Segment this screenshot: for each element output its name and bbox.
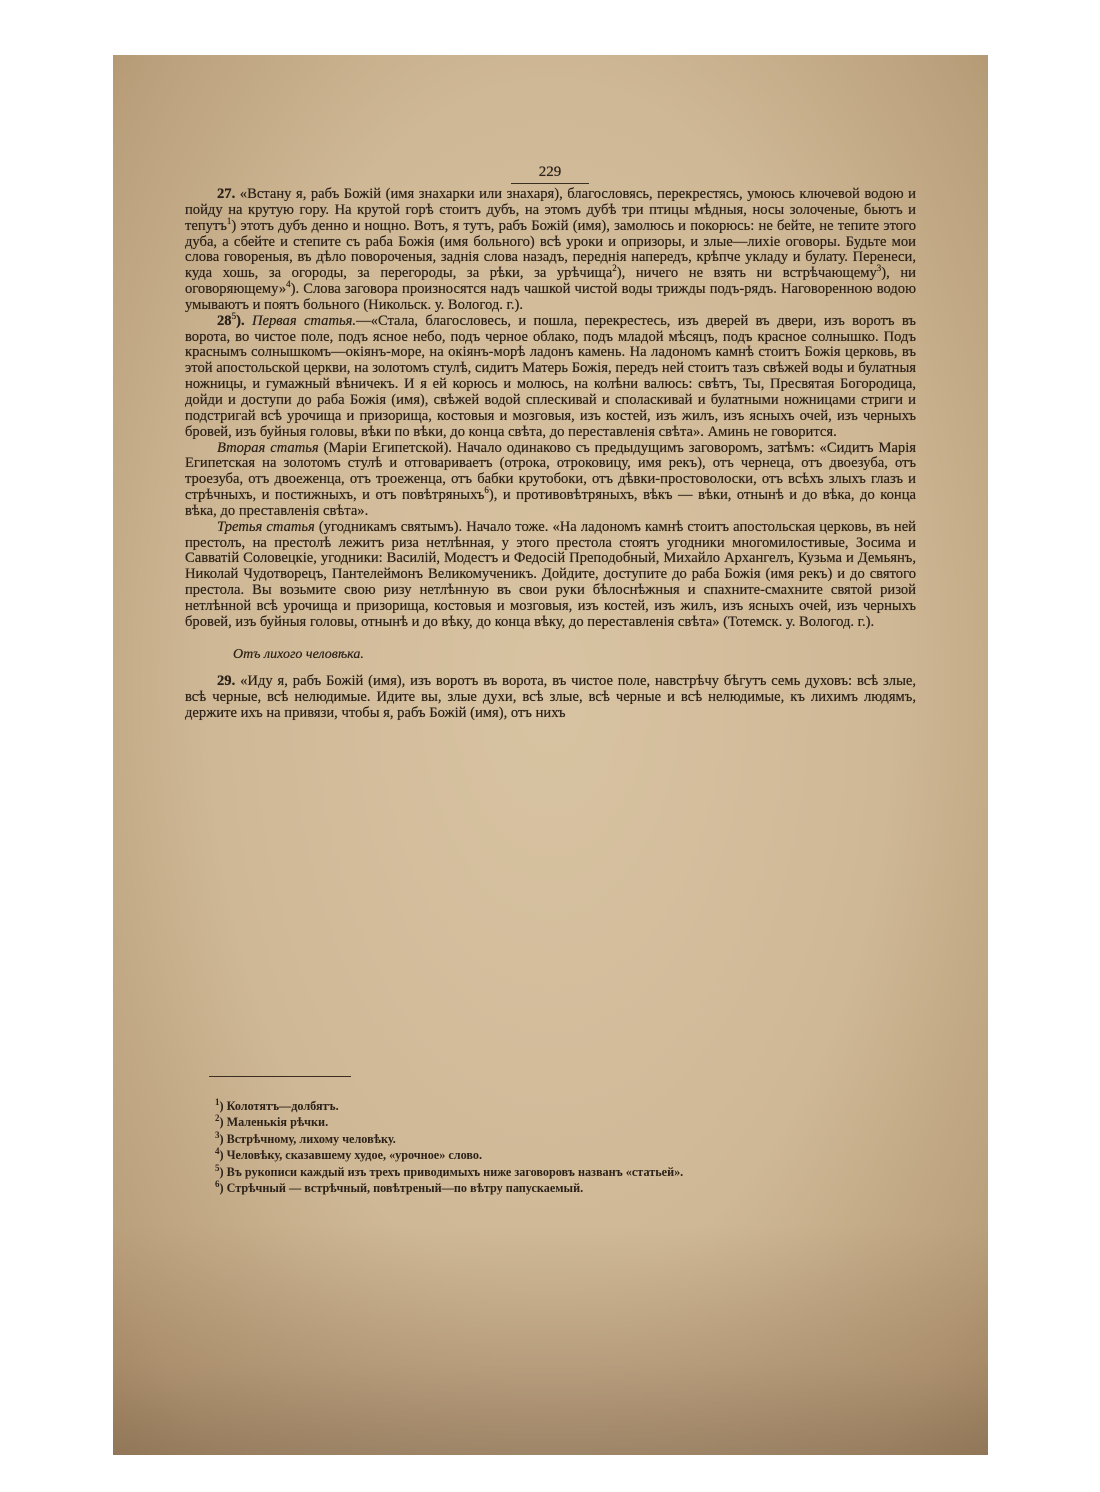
footnote-ref: 2	[612, 263, 617, 274]
article-title: Вторая статья	[217, 439, 319, 456]
paragraph-text: ), и противовѣтряныхъ, вѣкъ — вѣки, отнынѣ и до вѣка, до конца вѣка, до преставленія свѣта».	[185, 487, 916, 519]
entry-number: 27.	[217, 186, 236, 202]
article-title: Первая статья.	[251, 312, 357, 329]
footnote-5	[195, 1164, 911, 1180]
footnote-ref: 3	[876, 263, 882, 274]
section-heading: Отъ лихого человѣка.	[233, 646, 364, 662]
paragraph-text: (угодникамъ святымъ). Начало тоже. «На ладономъ камнѣ стоитъ апостольская церковь, въ ней престолъ, на престолѣ лежитъ риза нетлѣнная, у этого престола стоятъ угодники многомилостивые, Зосима и Савватій Соловецкіе, угодники: Василій, Модестъ и Федосій Преподобный, Михайло Архангелъ, Кузьма и Демьянъ, Николай Чудотворецъ, Пантелеймонъ Великомученикъ. Дойдите, доступите до раба Божія (имя рекъ) и до святого престола. Вы возьмите свою ризу нетлѣнную въ свои руки бѣлоснѣжныя и спахните-смахните святой ризой нетлѣнной всѣ урочища и призорища, костовыя и мозговыя, изъ костей, изъ жилъ, изъ ясныхъ очей, изъ черныхъ бровей, изъ буйныя головы, отнынѣ и до вѣку, до конца вѣку, до переставленія свѣта» (Тотемск. у. Вологод. г.).	[185, 518, 916, 630]
footnote-3	[195, 1131, 911, 1147]
paragraph-29	[185, 674, 916, 722]
entry-number-suffix: ).	[236, 312, 245, 329]
footnote-1	[195, 1098, 911, 1114]
entry-number: 29.	[217, 673, 236, 690]
paragraph-text: —«Стала, благословесь, и пошла, перекрестесь, изъ дверей въ двери, изъ воротъ въ ворота, во чистое поле, подъ ясное небо, подъ черное облако, подъ младой мѣсяцъ, подъ красное солнышко. Подъ краснымъ солнышкомъ—окіянъ-море, на окіянъ-морѣ ладонъ камень. На ладономъ камнѣ стоитъ Божія церковь, въ этой апостольской церкви, на золотомъ стулѣ, сидитъ Матерь Божія, передъ ней стоитъ тазъ свѣжей воды и булатныя ножницы, и гумажный вѣничекъ. И я ей корюсь и молюсь, на колѣни валюсь: свѣтъ, Ты, Пресвятая Богородица, дойди и доступи до раба Божія (имя), свѣжей водой сплескивай и споласкивай и булатными ножницами стриги и подстригай всѣ урочища и призорища, костовыя и мозговыя, изъ костей, изъ жилъ, изъ ясныхъ очей, изъ черныхъ бровей, изъ буйныя головы, вѣки по вѣки, до конца свѣта, до переставленія свѣта». Аминь не говорится.	[185, 312, 916, 440]
footnote-mark: 6	[215, 1178, 220, 1189]
footnote-text: ) Человѣку, сказавшему худое, «урочное» слово.	[219, 1148, 483, 1163]
paragraph-text: ), ни оговоряющему»	[185, 265, 916, 298]
paragraph-text: ) этотъ дубъ денно и нощно. Вотъ, я тутъ, рабъ Божій (имя), замолюсь и покорюсь: не бейте, не тепите этого дуба, а сбейте и степите съ раба Божія (имя больного) всѣ уроки и опризоры, и злые—лихіе оговоры. Будьте мои слова говореныя, въ дѣло повороченыя, заднія слова назадъ, переднія напередъ, крѣпче укладу и булату. Перенеси, куда хошь, за огороды, за перегороды, за рѣки, за урѣчища	[185, 217, 916, 282]
paragraph-text: «Встану я, рабъ Божій (имя знахарки или знахаря), благословясь, перекрестясь, умоюсь ключевой водою и пойду на крутую гору. На крутой горѣ стоитъ дубъ, на этомъ дубѣ три птицы мѣдныя, носы золоченые, бьютъ и тепутъ	[185, 186, 916, 234]
paragraph-second-article	[185, 441, 916, 520]
scanned-page	[113, 55, 988, 1455]
footnote-text: ) Въ рукописи каждый изъ трехъ приводимыхъ ниже заговоровъ названъ «статьей».	[219, 1164, 684, 1179]
paragraph-text: (Маріи Египетской). Начало одинаково съ предыдущимъ заговоромъ, затѣмъ: «Сидитъ Марія Египетская на золотомъ стулѣ и отговариваетъ (отрока, отроковицу, имя рекъ), отъ чернеца, отъ двоезуба, отъ троезуба, отъ двоеженца, отъ троеженца, отъ бабки крутобоки, отъ дѣвки-простоволоски, отъ всѣхъ злыхъ глазъ и стрѣчныхъ, и постижныхъ, и отъ повѣтряныхъ	[185, 439, 916, 504]
footnote-mark: 4	[215, 1146, 220, 1157]
footnote-mark: 2	[215, 1113, 220, 1124]
footnote-ref: 5	[231, 310, 237, 321]
paragraph-third-article	[185, 520, 916, 631]
footnote-2	[195, 1114, 911, 1130]
paragraph-text: «Иду я, рабъ Божій (имя), изъ воротъ въ ворота, въ чистое поле, навстрѣчу бѣгутъ семь духовъ: всѣ злые, всѣ черные, всѣ нелюдимые. Идите вы, злые духи, всѣ злые, всѣ черные и всѣ нелюдимые, къ лихимъ людямъ, держите ихъ на привязи, чтобы я, рабъ Божій (имя), отъ нихъ	[185, 673, 916, 722]
footnote-text: ) Колотятъ—долбятъ.	[219, 1099, 339, 1113]
footnote-ref: 4	[286, 279, 291, 290]
footnote-mark: 3	[215, 1129, 220, 1140]
footnotes	[195, 1098, 911, 1196]
footnote-4	[195, 1147, 911, 1163]
footnote-text: ) Стрѣчный — встрѣчный, повѣтреный—по вѣтру папускаемый.	[219, 1181, 584, 1196]
paragraph-27	[185, 187, 916, 314]
footnote-mark: 5	[215, 1162, 220, 1173]
page-number-rule	[511, 183, 589, 184]
footnote-6	[195, 1180, 911, 1196]
paragraph-text: ), ничего не взять ни встрѣчающему	[616, 265, 877, 282]
paragraph-text: ). Слова заговора произносятся надъ чашкой чистой воды трижды подъ-рядъ. Наговоренною водою умываютъ и поятъ больного (Никольск. у. Вологод. г.).	[185, 281, 916, 313]
footnote-text: ) Встрѣчному, лихому человѣку.	[219, 1131, 396, 1146]
footnote-text: ) Маленькія рѣчки.	[219, 1115, 329, 1130]
paragraph-28	[185, 310, 916, 441]
footnote-mark: 1	[215, 1096, 220, 1107]
footnote-ref: 1	[226, 215, 232, 226]
article-title: Третья статья	[217, 518, 315, 535]
footnote-ref: 6	[484, 485, 489, 496]
page-number: 229	[538, 164, 562, 180]
footnote-rule	[209, 1076, 351, 1077]
page-body	[185, 187, 916, 722]
entry-number: 28	[217, 312, 232, 329]
